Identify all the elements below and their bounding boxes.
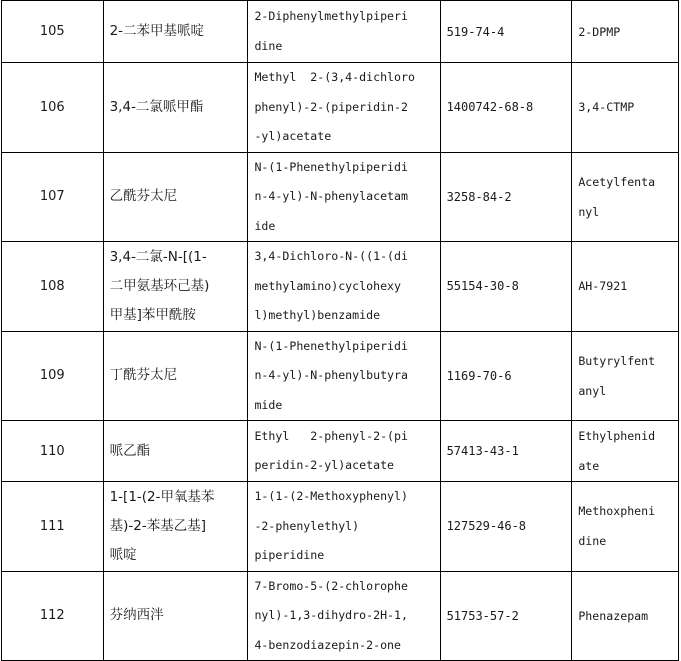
cas-number: 57413-43-1 (440, 421, 572, 482)
abbreviation: Methoxpheni dine (572, 482, 679, 572)
row-number: 111 (2, 482, 104, 572)
english-name: Ethyl 2-phenyl-2-(pi peridin-2-yl)acetate (248, 421, 440, 482)
table-row (2, 482, 679, 572)
chinese-name: 2-二苯甲基哌啶 (103, 1, 248, 63)
english-name: N-(1-Phenethylpiperidi n-4-yl)-N-phenylacetam ide (248, 152, 440, 242)
row-number: 107 (2, 152, 104, 242)
table-row (2, 331, 679, 421)
abbreviation: Ethylphenid ate (572, 421, 679, 482)
chinese-name: 丁酰芬太尼 (103, 331, 248, 421)
abbreviation: Phenazepam (572, 571, 679, 661)
chinese-name: 3,4-二氯-N-[(1- 二甲氨基环己基) 甲基]苯甲酰胺 (103, 242, 248, 332)
table-row (2, 242, 679, 332)
abbreviation: 2-DPMP (572, 1, 679, 63)
row-number: 106 (2, 63, 104, 153)
abbreviation: AH-7921 (572, 242, 679, 332)
chinese-name: 1-[1-(2-甲氧基苯 基)-2-苯基乙基] 哌啶 (103, 482, 248, 572)
english-name: 7-Bromo-5-(2-chlorophe nyl)-1,3-dihydro-2H-1, 4-benzodiazepin-2-one (248, 571, 440, 661)
table-row (2, 63, 679, 153)
abbreviation: Acetylfenta nyl (572, 152, 679, 242)
row-number: 108 (2, 242, 104, 332)
cas-number: 1400742-68-8 (440, 63, 572, 153)
chinese-name: 乙酰芬太尼 (103, 152, 248, 242)
english-name: Methyl 2-(3,4-dichloro phenyl)-2-(piperidin-2 -yl)acetate (248, 63, 440, 153)
english-name: 3,4-Dichloro-N-((1-(di methylamino)cyclohexy l)methyl)benzamide (248, 242, 440, 332)
chinese-name: 芬纳西泮 (103, 571, 248, 661)
chinese-name: 3,4-二氯哌甲酯 (103, 63, 248, 153)
table-row (2, 1, 679, 63)
english-name: 2-Diphenylmethylpiperi dine (248, 1, 440, 63)
table-row (2, 571, 679, 661)
chinese-name: 哌乙酯 (103, 421, 248, 482)
english-name: N-(1-Phenethylpiperidi n-4-yl)-N-phenylbutyra mide (248, 331, 440, 421)
cas-number: 3258-84-2 (440, 152, 572, 242)
row-number: 112 (2, 571, 104, 661)
row-number: 105 (2, 1, 104, 63)
cas-number: 127529-46-8 (440, 482, 572, 572)
table-row (2, 152, 679, 242)
cas-number: 519-74-4 (440, 1, 572, 63)
cas-number: 1169-70-6 (440, 331, 572, 421)
substance-table (1, 0, 679, 661)
table-row (2, 421, 679, 482)
cas-number: 55154-30-8 (440, 242, 572, 332)
cas-number: 51753-57-2 (440, 571, 572, 661)
abbreviation: Butyrylfent anyl (572, 331, 679, 421)
abbreviation: 3,4-CTMP (572, 63, 679, 153)
english-name: 1-(1-(2-Methoxyphenyl) -2-phenylethyl) piperidine (248, 482, 440, 572)
row-number: 109 (2, 331, 104, 421)
row-number: 110 (2, 421, 104, 482)
